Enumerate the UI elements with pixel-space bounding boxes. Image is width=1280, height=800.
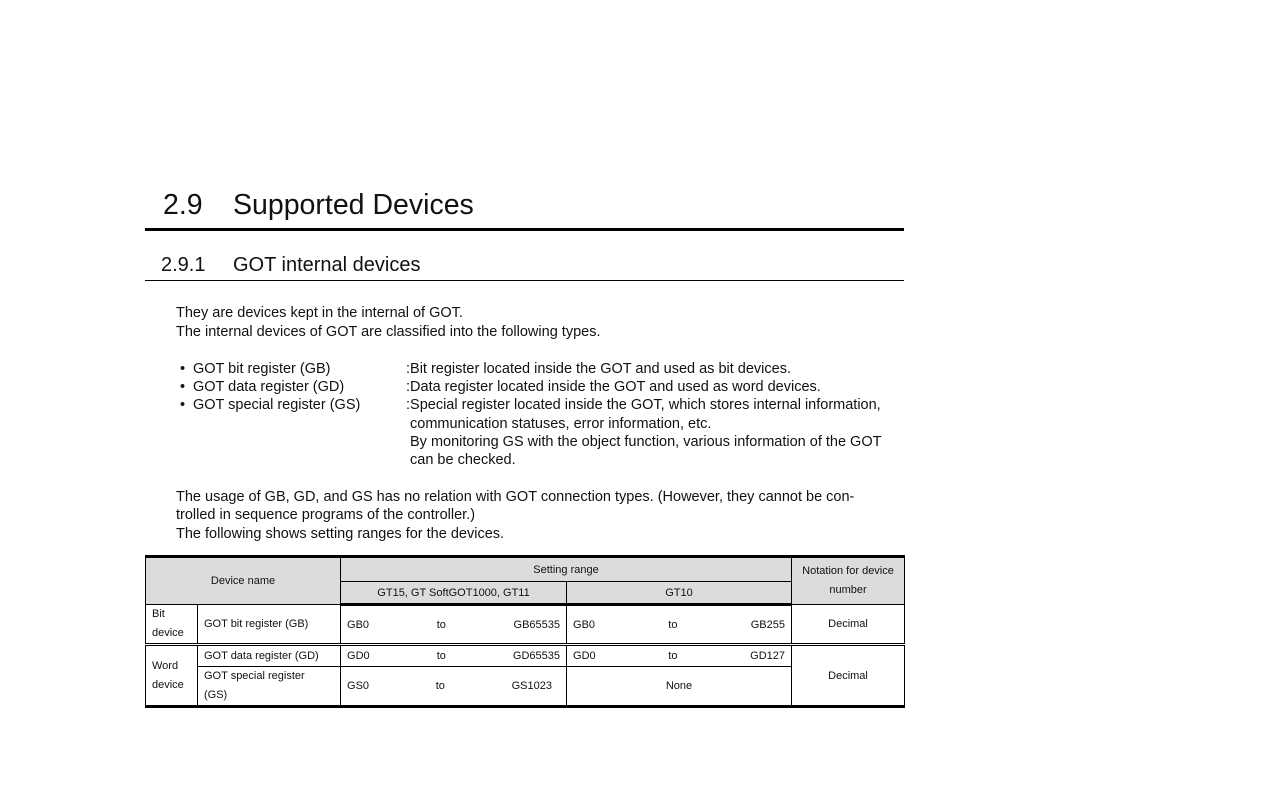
range-to-word: to bbox=[435, 680, 445, 692]
device-name-line: GOT special register bbox=[204, 670, 305, 682]
gt10-range-cell bbox=[567, 645, 792, 667]
range-to: GB65535 bbox=[513, 618, 561, 631]
gt15-range-cell bbox=[341, 667, 567, 707]
gt10-none-cell: None bbox=[567, 667, 792, 707]
usage-line: The usage of GB, GD, and GS has no relation with GOT connection types. (However, they cannot be con- bbox=[176, 489, 855, 505]
table-row bbox=[146, 605, 905, 645]
bullet-glyph: • bbox=[180, 361, 186, 377]
bullet-gs-name: GOT special register (GS) bbox=[193, 397, 361, 413]
range-from: GD0 bbox=[347, 650, 370, 662]
range-to: GB255 bbox=[750, 618, 785, 631]
device-name-cell bbox=[198, 667, 341, 707]
usage-line: trolled in sequence programs of the controller.) bbox=[176, 507, 476, 523]
header-setting-range: Setting range bbox=[341, 557, 792, 582]
intro-line: The internal devices of GOT are classified into the following types. bbox=[176, 324, 601, 340]
range-to-word: to bbox=[668, 618, 678, 631]
intro-line: They are devices kept in the internal of GOT. bbox=[176, 305, 463, 321]
gs-desc-continuation: By monitoring GS with the object function, various information of the GOT bbox=[410, 434, 882, 450]
group-label-line: device bbox=[152, 678, 184, 691]
device-name-cell: GOT data register (GD) bbox=[198, 645, 341, 667]
device-name-cell: GOT bit register (GB) bbox=[198, 605, 341, 645]
range-from: GS0 bbox=[347, 680, 370, 692]
range-to-word: to bbox=[436, 650, 446, 662]
bullet-glyph: • bbox=[180, 379, 186, 395]
range-to: GD127 bbox=[750, 650, 785, 662]
bullet-glyph: • bbox=[180, 397, 186, 413]
range-from: GB0 bbox=[347, 618, 370, 631]
bullet-gd-name: GOT data register (GD) bbox=[193, 379, 345, 395]
header-gt10: GT10 bbox=[567, 582, 792, 605]
header-notation-line: number bbox=[829, 584, 867, 596]
gt15-range-cell bbox=[341, 605, 567, 645]
table-row bbox=[146, 667, 905, 707]
range-to: GD65535 bbox=[512, 650, 561, 662]
section-rule bbox=[145, 228, 904, 231]
subsection-number: 2.9.1 bbox=[161, 254, 206, 276]
subsection-rule bbox=[145, 280, 904, 281]
device-range-table bbox=[145, 555, 905, 708]
gt10-range-cell bbox=[567, 605, 792, 645]
header-notation-line: Notation for device bbox=[802, 565, 894, 577]
group-label-line: Word bbox=[152, 659, 179, 672]
gs-desc-continuation: can be checked. bbox=[410, 452, 516, 468]
group-label-line: device bbox=[152, 627, 184, 639]
gt15-range-cell bbox=[341, 645, 567, 667]
group-label-line: Bit bbox=[152, 608, 165, 620]
usage-line: The following shows setting ranges for the devices. bbox=[176, 526, 505, 542]
range-from: GD0 bbox=[573, 650, 596, 662]
range-to: GS1023 bbox=[511, 680, 552, 692]
subsection-title: GOT internal devices bbox=[233, 254, 421, 276]
section-heading bbox=[163, 189, 474, 222]
device-name-line: (GS) bbox=[204, 689, 228, 701]
table-row bbox=[146, 645, 905, 667]
bullet-gd-desc: :Data register located inside the GOT and used as word devices. bbox=[406, 379, 821, 395]
notation-cell: Decimal bbox=[792, 645, 905, 707]
range-to-word: to bbox=[436, 618, 446, 631]
header-notation bbox=[792, 557, 905, 605]
range-from: GB0 bbox=[573, 618, 596, 631]
group-word-device bbox=[146, 645, 198, 707]
section-title: Supported Devices bbox=[233, 189, 474, 221]
notation-cell: Decimal bbox=[792, 605, 905, 645]
bullet-gb-desc: :Bit register located inside the GOT and used as bit devices. bbox=[406, 361, 791, 377]
group-bit-device bbox=[146, 605, 198, 645]
subsection-heading bbox=[161, 254, 421, 277]
bullet-gb-name: GOT bit register (GB) bbox=[193, 361, 331, 377]
section-number: 2.9 bbox=[163, 189, 203, 221]
bullet-gs-desc: :Special register located inside the GOT, which stores internal information, bbox=[406, 397, 881, 413]
header-device-name: Device name bbox=[146, 557, 341, 605]
header-gt15: GT15, GT SoftGOT1000, GT11 bbox=[341, 582, 567, 605]
range-to-word: to bbox=[668, 650, 678, 662]
gs-desc-continuation: communication statuses, error information, etc. bbox=[410, 416, 712, 432]
